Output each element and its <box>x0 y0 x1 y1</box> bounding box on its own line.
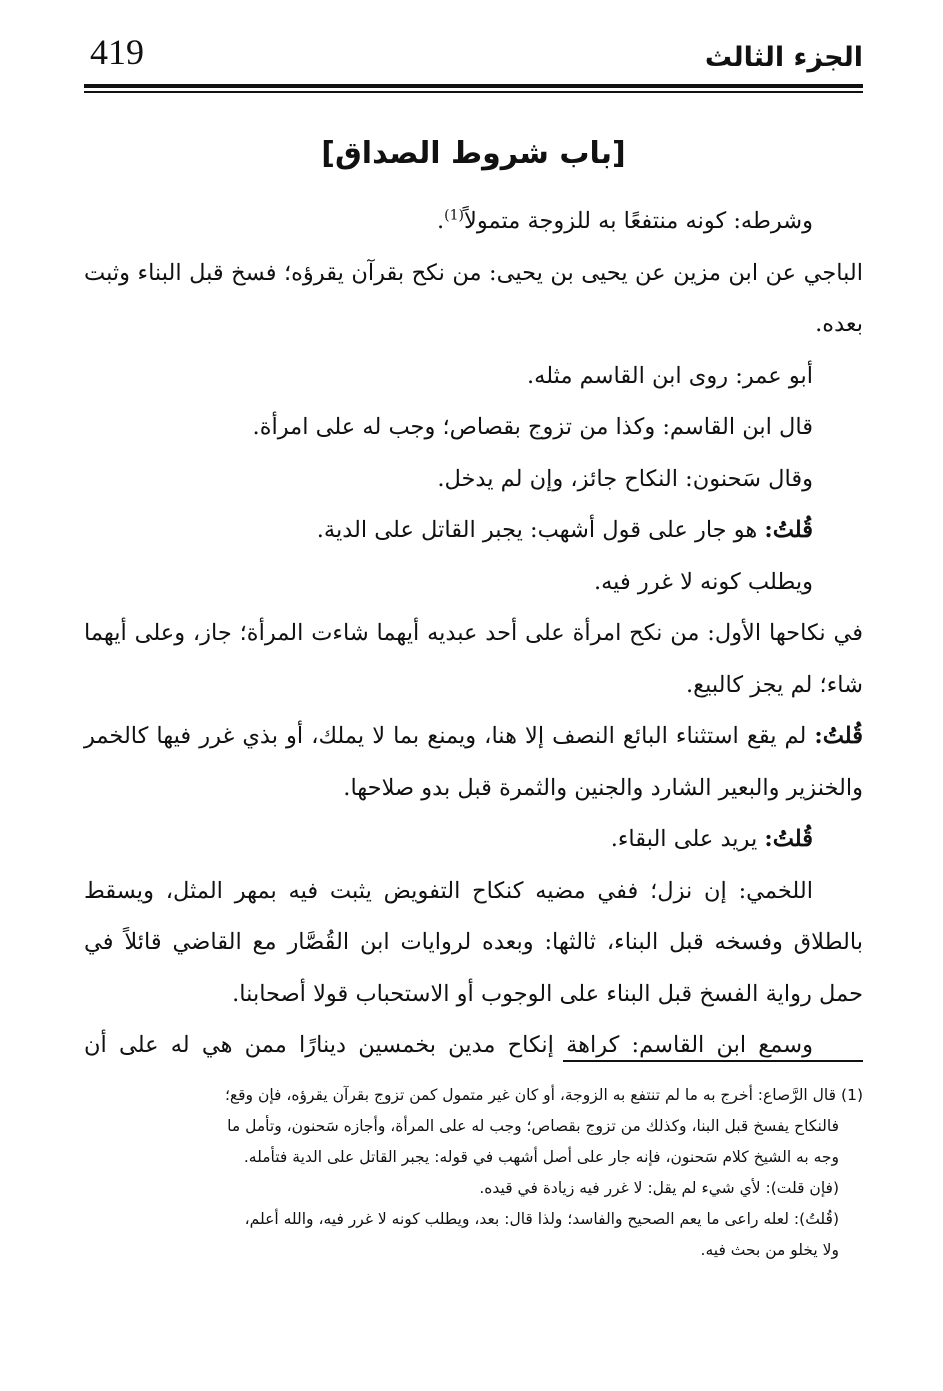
footnotes <box>84 1080 863 1266</box>
footnote-number: (1) <box>841 1086 863 1104</box>
footnote-line: (قُلتُ): لعله راعى ما يعم الصحيح والفاسد؛ ولذا قال: بعد، ويطلب كونه لا غرر فيه، والله أعلم، <box>244 1210 839 1228</box>
footnote-reference: (1) <box>444 207 464 224</box>
paragraph: وسمع ابن القاسم: كراهة إنكاح مدين بخمسين دينارًا ممن هي له على أن <box>84 1032 813 1058</box>
footnote-separator <box>563 1060 863 1062</box>
paragraph-text: لم يقع استثناء البائع النصف إلا هنا، ويمنع بما لا يملك، أو بذي غرر فيها كالخمر والخنزير والبعير الشارد والجنين والثمرة قبل بدو صلاحها. <box>84 723 863 801</box>
paragraph <box>84 711 863 814</box>
header-rule-thick <box>84 84 863 88</box>
qult-label: قُلتُ: <box>764 517 813 543</box>
page-number: 419 <box>90 32 144 72</box>
running-title: الجزء الثالث <box>704 42 863 73</box>
paragraph <box>84 196 863 248</box>
footnote-line <box>84 1080 863 1111</box>
chapter-title: [باب شروط الصداق] <box>321 136 626 171</box>
footnote-line: وجه به الشيخ كلام سَحنون، فإنه جار على أصل أشهب في قوله: يجبر القاتل على الدية فتأمله. <box>243 1148 839 1166</box>
footnote-text: قال الرَّصاع: أخرج به ما لم تنتفع به الزوجة، أو كان غير متمول كمن تزوج بقرآن يقرؤه، فإن وقع؛ <box>224 1086 841 1104</box>
main-text <box>84 196 863 1072</box>
paragraph: وقال سَحنون: النكاح جائز، وإن لم يدخل. <box>437 465 813 492</box>
paragraph-end: . <box>436 208 445 234</box>
paragraph-text: هو جار على قول أشهب: يجبر القاتل على الدية. <box>316 517 765 543</box>
footnote-line: فالنكاح يفسخ قبل البنا، وكذلك من تزوج بقصاص؛ وجب له على المرأة، وأجازه سَحنون، وتأمل ما <box>227 1117 839 1135</box>
qult-label: قُلتُ: <box>814 723 863 749</box>
paragraph: قال ابن القاسم: وكذا من تزوج بقصاص؛ وجب له على امرأة. <box>252 414 813 440</box>
paragraph: الباجي عن ابن مزين عن يحيى بن يحيى: من نكح بقرآن يقرؤه؛ فسخ قبل البناء وثبت بعده. <box>84 259 863 337</box>
paragraph: في نكاحها الأول: من نكح امرأة على أحد عبديه أيهما شاءت المرأة؛ جاز، وعلى أيهما شاء؛ لم يجز كالبيع. <box>84 620 863 698</box>
paragraph <box>84 814 863 866</box>
paragraph-text: وشرطه: كونه منتفعًا به للزوجة متمولاً <box>463 208 813 234</box>
footnote-line: ولا يخلو من بحث فيه. <box>700 1241 839 1259</box>
paragraph: ويطلب كونه لا غرر فيه. <box>593 568 813 595</box>
paragraph: اللخمي: إن نزل؛ ففي مضيه كنكاح التفويض يثبت فيه بمهر المثل، ويسقط بالطلاق وفسخه قبل البناء، ثالثها: وبعده لروايات ابن القُصَّار مع القاضي قائلاً في حمل رواية الفسخ قبل البناء على الوجوب أو الاستحباب قولا أصحابنا. <box>84 877 863 1007</box>
qult-label: قُلتُ: <box>764 826 813 852</box>
footnote-line: (فإن قلت): لأي شيء لم يقل: لا غرر فيه زيادة في قيده. <box>479 1179 839 1197</box>
paragraph-text: يريد على البقاء. <box>610 826 765 852</box>
header-rule-thin <box>84 91 863 93</box>
paragraph <box>84 505 863 557</box>
page-header <box>84 30 863 90</box>
paragraph: أبو عمر: روى ابن القاسم مثله. <box>527 362 813 389</box>
